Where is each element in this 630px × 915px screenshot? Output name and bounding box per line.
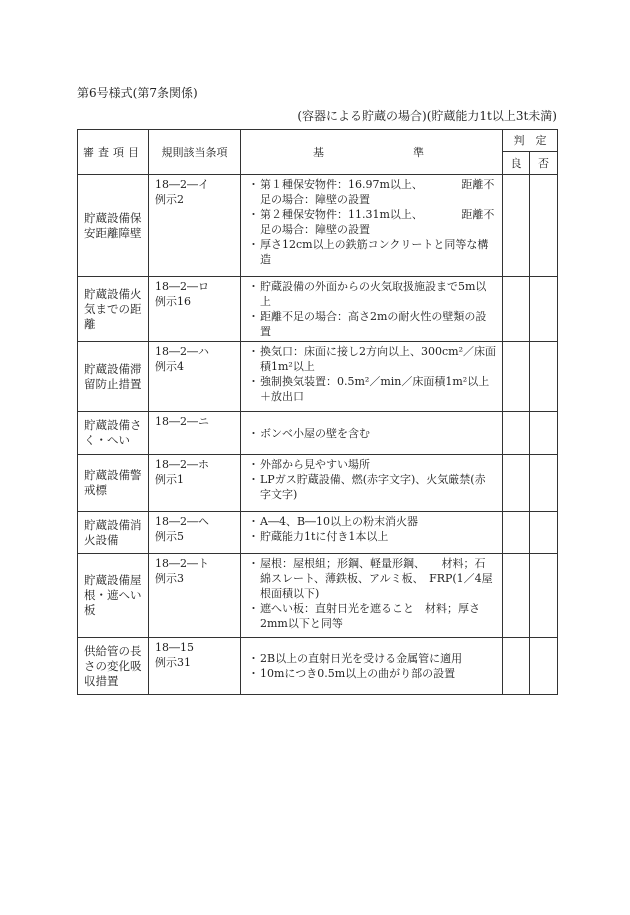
- criteria-line: 貯蔵設備の外面からの火気取扱施設まで5m以上: [260, 280, 487, 308]
- row-rule: [149, 412, 241, 455]
- rule-example: 例示5: [155, 530, 184, 543]
- judgment-bad-cell[interactable]: [530, 342, 558, 412]
- row-item: 貯蔵設備保安距離障壁: [78, 175, 149, 277]
- criteria-line: 距離不足の場合：高さ2mの耐火性の壁類の設置: [260, 310, 487, 338]
- rule-clause: 18―15: [155, 641, 194, 654]
- header-rule: 規則該当条項: [149, 130, 241, 175]
- row-criteria: ・ 2B以上の直射日光を受ける金属管に適用 ・ 10mにつき0.5m以上の曲がり部の設置: [241, 638, 503, 695]
- row-item: 貯蔵設備消火設備: [78, 512, 149, 554]
- judgment-bad-cell[interactable]: [530, 512, 558, 554]
- criteria-line: 第１種保安物件：16.97m以上、 距離不足の場合：障壁の設置: [260, 178, 495, 206]
- judgment-good-cell[interactable]: [503, 342, 530, 412]
- rule-example: 例示2: [155, 193, 184, 206]
- judgment-bad-cell[interactable]: [530, 277, 558, 342]
- row-item: 貯蔵設備さく・へい: [78, 412, 149, 455]
- rule-clause: 18―2―ヘ: [155, 515, 209, 528]
- judgment-bad-cell[interactable]: [530, 638, 558, 695]
- rule-example: 例示3: [155, 572, 184, 585]
- criteria-line: 遮へい板：直射日光を遮ること 材料；厚さ2mm以下と同等: [260, 602, 480, 630]
- table-row: [78, 277, 558, 342]
- row-rule: [149, 455, 241, 512]
- criteria-line: 換気口：床面に接し2方向以上、300cm²／床面積1m²以上: [260, 345, 496, 373]
- header-item: 審査項目: [78, 130, 149, 175]
- rule-clause: 18―2―ハ: [155, 345, 209, 358]
- judgment-good-cell[interactable]: [503, 175, 530, 277]
- rule-example: 例示16: [155, 295, 191, 308]
- header-good: 良: [503, 152, 530, 175]
- criteria-line: 10mにつき0.5m以上の曲がり部の設置: [260, 667, 456, 680]
- rule-clause: 18―2―ロ: [155, 280, 209, 293]
- row-criteria: ・ 換気口：床面に接し2方向以上、300cm²／床面積1m²以上 ・ 強制換気装置：0.5m²／min／床面積1m²以上＋放出口: [241, 342, 503, 412]
- criteria-line: 強制換気装置：0.5m²／min／床面積1m²以上＋放出口: [260, 375, 490, 403]
- criteria-line: 屋根：屋根組；形鋼、軽量形鋼、 材料；石綿スレート、薄鉄板、アルミ板、 FRP(1／4屋根面積以下): [260, 557, 493, 600]
- judgment-good-cell[interactable]: [503, 455, 530, 512]
- row-rule: [149, 277, 241, 342]
- rule-example: 例示4: [155, 360, 184, 373]
- table-row: [78, 455, 558, 512]
- table-row: [78, 412, 558, 455]
- row-criteria: ・ A―4、B―10以上の粉末消火器 ・ 貯蔵能力1tに付き1本以上: [241, 512, 503, 554]
- rule-example: 例示1: [155, 473, 184, 486]
- form-subtitle: (容器による貯蔵の場合)(貯蔵能力1t以上3t未満): [297, 109, 557, 123]
- rule-clause: 18―2―イ: [155, 178, 209, 191]
- criteria-line: LPガス貯蔵設備、燃(赤字文字)、火気厳禁(赤字文字): [260, 473, 486, 501]
- judgment-good-cell[interactable]: [503, 512, 530, 554]
- header-criteria: [241, 130, 503, 175]
- rule-clause: 18―2―ホ: [155, 458, 209, 471]
- row-criteria: ・ 屋根：屋根組；形鋼、軽量形鋼、 材料；石綿スレート、薄鉄板、アルミ板、 FRP(1／4屋根面積以下) ・ 遮へい板：直射日光を遮ること 材料；厚さ2mm以下と同等: [241, 554, 503, 638]
- row-criteria: ・ 第１種保安物件：16.97m以上、 距離不足の場合：障壁の設置 ・ 第２種保安物件：11.31m以上、 距離不足の場合：障壁の設置 ・ 厚さ12cm以上の鉄筋コンクリートと同等な構造: [241, 175, 503, 277]
- row-item: 貯蔵設備屋根・遮へい板: [78, 554, 149, 638]
- criteria-line: 2B以上の直射日光を受ける金属管に適用: [260, 652, 463, 665]
- row-item: 供給管の長さの変化吸収措置: [78, 638, 149, 695]
- row-rule: [149, 512, 241, 554]
- row-item: 貯蔵設備滞留防止措置: [78, 342, 149, 412]
- criteria-line: 厚さ12cm以上の鉄筋コンクリートと同等な構造: [260, 238, 489, 266]
- criteria-line: A―4、B―10以上の粉末消火器: [260, 515, 419, 528]
- judgment-bad-cell[interactable]: [530, 455, 558, 512]
- judgment-good-cell[interactable]: [503, 638, 530, 695]
- judgment-good-cell[interactable]: [503, 412, 530, 455]
- header-judgment: 判 定: [503, 130, 558, 152]
- row-criteria: ・ ボンベ小屋の壁を含む: [241, 412, 503, 455]
- row-criteria: ・ 貯蔵設備の外面からの火気取扱施設まで5m以上 ・ 距離不足の場合：高さ2mの耐火性の壁類の設置: [241, 277, 503, 342]
- table-row: [78, 512, 558, 554]
- judgment-bad-cell[interactable]: [530, 554, 558, 638]
- header-bad: 否: [530, 152, 558, 175]
- row-rule: [149, 175, 241, 277]
- criteria-line: 第２種保安物件：11.31m以上、 距離不足の場合：障壁の設置: [260, 208, 495, 236]
- inspection-table: [77, 129, 558, 695]
- row-rule: [149, 554, 241, 638]
- table-row: [78, 342, 558, 412]
- header-criteria-right: 準: [413, 145, 424, 159]
- row-rule: [149, 342, 241, 412]
- row-rule: [149, 638, 241, 695]
- table-row: [78, 175, 558, 277]
- form-title: 第6号様式(第7条関係): [77, 86, 198, 100]
- criteria-line: 外部から見やすい場所: [260, 458, 370, 471]
- judgment-good-cell[interactable]: [503, 277, 530, 342]
- rule-example: 例示31: [155, 656, 191, 669]
- judgment-good-cell[interactable]: [503, 554, 530, 638]
- criteria-line: 貯蔵能力1tに付き1本以上: [260, 530, 389, 543]
- rule-clause: 18―2―ニ: [155, 415, 209, 428]
- judgment-bad-cell[interactable]: [530, 412, 558, 455]
- row-item: 貯蔵設備火気までの距離: [78, 277, 149, 342]
- row-item: 貯蔵設備警戒標: [78, 455, 149, 512]
- table-row: [78, 638, 558, 695]
- row-criteria: ・ 外部から見やすい場所 ・ LPガス貯蔵設備、燃(赤字文字)、火気厳禁(赤字文字): [241, 455, 503, 512]
- table-row: [78, 554, 558, 638]
- header-criteria-left: 基: [313, 145, 324, 159]
- criteria-line: ボンベ小屋の壁を含む: [260, 426, 370, 440]
- judgment-bad-cell[interactable]: [530, 175, 558, 277]
- rule-clause: 18―2―ト: [155, 557, 209, 570]
